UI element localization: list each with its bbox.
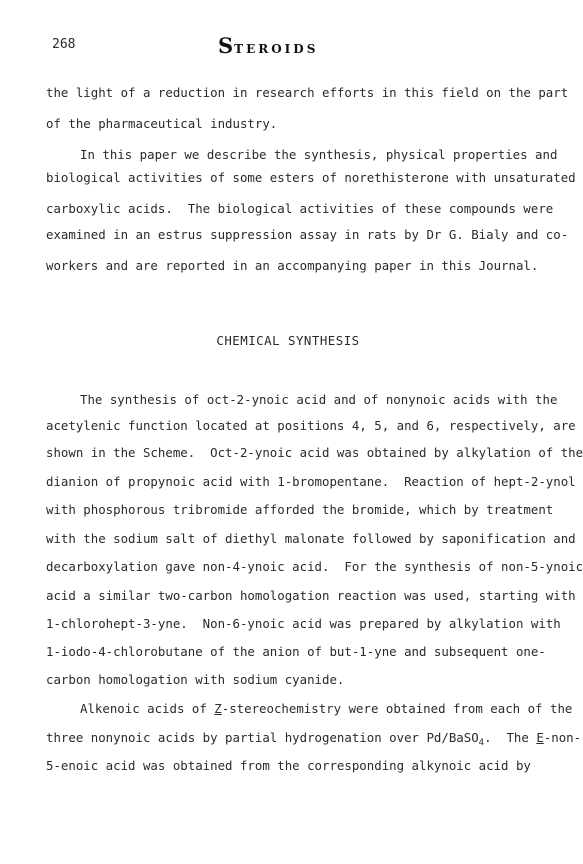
text-line: biological activities of some esters of norethisterone with unsaturated <box>46 170 576 185</box>
text-run: -non- <box>543 730 582 745</box>
text-line: 1-chlorohept-3-yne. Non-6-ynoic acid was prepared by alkylation with <box>46 616 561 631</box>
page-number: 268 <box>52 37 76 52</box>
text-line: decarboxylation gave non-4-ynoic acid. For the synthesis of non-5-ynoic <box>46 559 583 574</box>
journal-title <box>218 33 318 58</box>
text-line: examined in an estrus suppression assay in rats by Dr G. Bialy and co- <box>46 227 569 242</box>
text-run: -stereochemistry were obtained from each of the <box>221 701 573 716</box>
text-line: shown in the Scheme. Oct-2-ynoic acid was obtained by alkylation of the <box>46 445 583 460</box>
text-line: dianion of propynoic acid with 1-bromopentane. Reaction of hept-2-ynol <box>46 474 576 489</box>
section-heading: CHEMICAL SYNTHESIS <box>216 333 360 348</box>
text-line <box>80 702 572 716</box>
text-run: three nonynoic acids by partial hydrogenation over Pd/BaSO <box>46 730 479 745</box>
text-run: . The <box>484 730 537 745</box>
stereo-descriptor-e: E <box>536 730 544 745</box>
journal-title-rest: TEROIDS <box>234 42 319 56</box>
text-run: Alkenoic acids of <box>80 701 215 716</box>
text-line <box>46 730 582 748</box>
text-line: 1-iodo-4-chlorobutane of the anion of but-1-yne and subsequent one- <box>46 644 546 659</box>
text-line: the light of a reduction in research efforts in this field on the part <box>46 85 569 100</box>
text-line: carbon homologation with sodium cyanide. <box>46 672 345 687</box>
text-line: carboxylic acids. The biological activities of these compounds were <box>46 201 554 216</box>
text-line: with the sodium salt of diethyl malonate followed by saponification and <box>46 531 576 546</box>
stereo-descriptor-z: Z <box>214 701 222 716</box>
text-line: In this paper we describe the synthesis, physical properties and <box>80 147 558 162</box>
journal-title-initial: S <box>218 33 235 58</box>
text-line: 5-enoic acid was obtained from the corresponding alkynoic acid by <box>46 758 531 773</box>
text-line: of the pharmaceutical industry. <box>46 116 278 131</box>
text-line: acetylenic function located at positions 4, 5, and 6, respectively, are <box>46 418 576 433</box>
text-line: with phosphorous tribromide afforded the bromide, which by treatment <box>46 502 554 517</box>
text-line: The synthesis of oct-2-ynoic acid and of nonynoic acids with the <box>80 392 558 407</box>
text-line: workers and are reported in an accompanying paper in this Journal. <box>46 258 539 273</box>
subscript: 4 <box>478 738 485 748</box>
text-line: acid a similar two-carbon homologation reaction was used, starting with <box>46 588 576 603</box>
